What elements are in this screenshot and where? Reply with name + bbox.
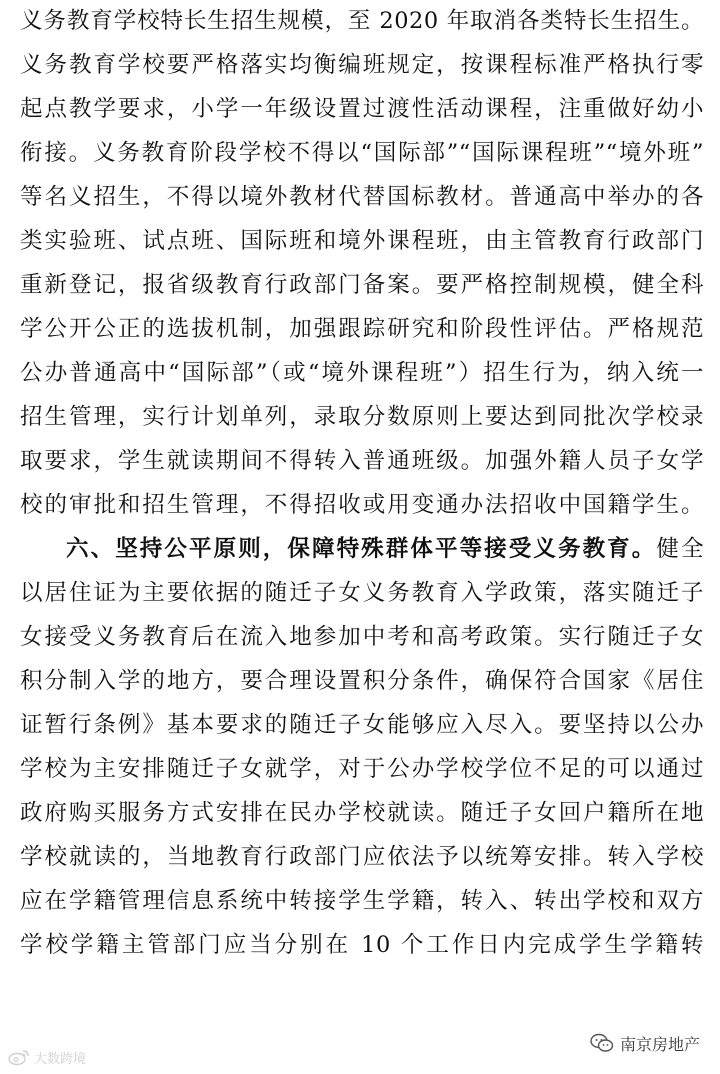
text-line: 等名义招生，不得以境外教材代替国标教材。普通高中举办的各 [20,184,704,210]
section-first-line-rest: 健全 [656,536,704,562]
weibo-watermark [8,1046,86,1068]
text-line: 重新登记，报省级教育行政部门备案。要严格控制规模，健全科 [20,272,704,298]
text-line: 证暂行条例》基本要求的随迁子女能够应入尽入。要坚持以公办 [20,712,704,738]
text-line: 取要求，学生就读期间不得转入普通班级。加强外籍人员子女学 [20,448,704,474]
text-line: 学公开公正的选拔机制，加强跟踪研究和阶段性评估。严格规范 [20,316,704,342]
text-line: 应在学籍管理信息系统中转接学生学籍，转入、转出学校和双方 [20,888,704,914]
text-line: 招生管理，实行计划单列，录取分数原则上要达到同批次学校录 [20,404,704,430]
wechat-watermark [590,1030,700,1056]
text-line: 义务教育学校要严格落实均衡编班规定，按课程标准严格执行零 [20,52,704,78]
text-line: 女接受义务教育后在流入地参加中考和高考政策。实行随迁子女 [20,624,704,650]
text-line: 公办普通高中“国际部”（或“境外课程班”）招生行为，纳入统一 [20,360,704,386]
text-line: 学校为主安排随迁子女就学，对于公办学校学位不足的可以通过 [20,756,704,782]
sina-weibo-icon [8,1048,30,1066]
text-line: 校的审批和招生管理，不得招收或用变通办法招收中国籍学生。 [20,492,704,518]
text-line: 学校就读的，当地教育行政部门应依法予以统筹安排。转入学校 [20,844,704,870]
text-line: 政府购买服务方式安排在民办学校就读。随迁子女回户籍所在地 [20,800,704,826]
text-line: 积分制入学的地方，要合理设置积分条件，确保符合国家《居住 [20,668,704,694]
text-line: 类实验班、试点班、国际班和境外课程班，由主管教育行政部门 [20,228,704,254]
weibo-account-label: 大数跨境 [34,1051,87,1067]
text-line: 以居住证为主要依据的随迁子女义务教育入学政策，落实随迁子 [20,580,704,606]
section-heading: 六、坚持公平原则，保障特殊群体平等接受义务教育。 [66,536,657,562]
wechat-icon [590,1032,614,1054]
text-line: 衔接。义务教育阶段学校不得以“国际部”“国际课程班”“境外班” [20,140,704,166]
section-first-line [66,534,704,564]
text-line: 义务教育学校特长生招生规模，至 2020 年取消各类特长生招生。 [20,8,704,34]
wechat-account-label: 南京房地产 [619,1034,700,1054]
text-line: 起点教学要求，小学一年级设置过渡性活动课程，注重做好幼小 [20,96,704,122]
text-line: 学校学籍主管部门应当分别在 10 个工作日内完成学生学籍转 [20,932,704,958]
